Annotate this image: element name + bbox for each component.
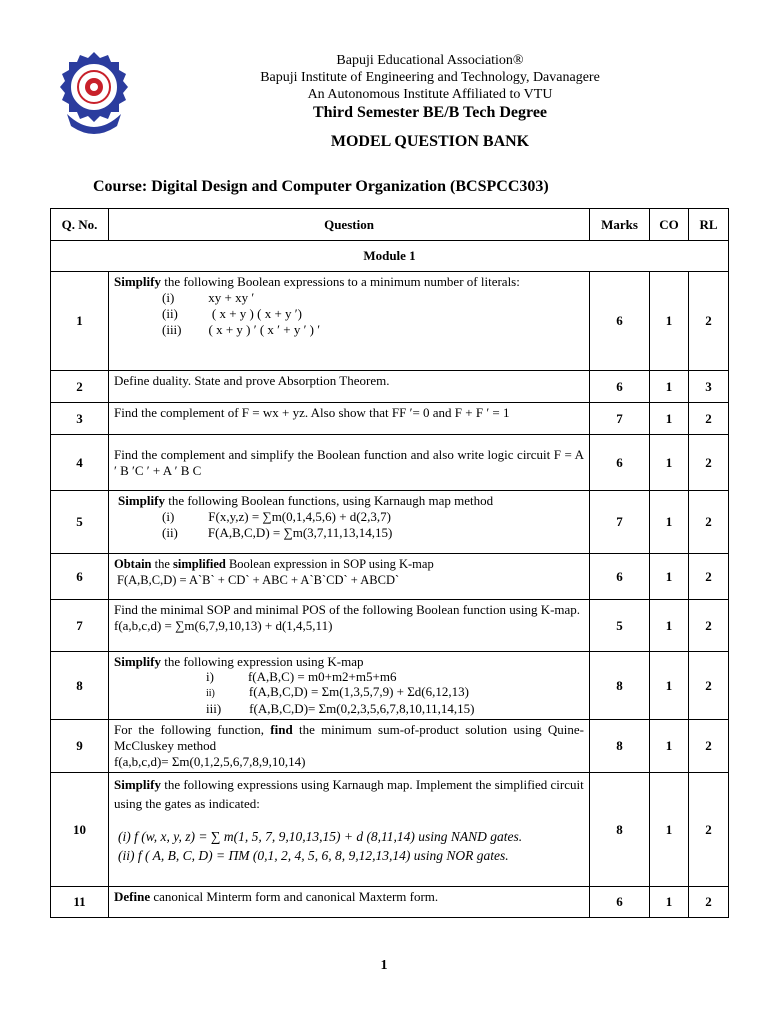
- question-text: Find the minimal SOP and minimal POS of the following Boolean function using K-map. f(a,b,c,d) = ∑m(6,7,9,10,13) + d(1,4,5,11): [109, 600, 590, 652]
- table-row: [51, 600, 729, 652]
- equation-1: (i) f (w, x, y, z) = ∑ m(1, 5, 7, 9,10,13,15) + d (8,11,14) using NAND gates.: [118, 829, 523, 844]
- question-number: 6: [51, 554, 109, 600]
- question-text: Simplify the following expression using K-map i) f(A,B,C) = m0+m2+m5+m6 ii) f(A,B,C,D) = Σm(1,3,5,7,9) + Σd(6,12,13) iii) f(A,B,C,D)= Σm(0,2,3,5,6,7,8,10,11,14,15): [109, 652, 590, 720]
- question-number: 4: [51, 435, 109, 491]
- question-text: Simplify the following Boolean expressions to a minimum number of literals: (i) xy + xy ′ (ii) ( x + y ) ( x + y ′) (iii) ( x + y ) ′ ( x ′ + y ′ ) ′: [109, 272, 590, 371]
- co: 1: [650, 887, 689, 918]
- question-text: Simplify the following Boolean functions, using Karnaugh map method (i) F(x,y,z) = ∑m(0,1,4,5,6) + d(2,3,7) (ii) F(A,B,C,D) = ∑m(3,7,11,13,14,15): [109, 491, 590, 554]
- rl: 2: [689, 887, 729, 918]
- marks: 7: [590, 403, 650, 435]
- marks: 6: [590, 371, 650, 403]
- table-row: [51, 491, 729, 554]
- co: 1: [650, 435, 689, 491]
- question-text: For the following function, find the minimum sum-of-product solution using Quine- McCluskey method f(a,b,c,d)= Σm(0,1,2,5,6,7,8,9,10,14): [109, 720, 590, 773]
- col-header-rl: RL: [689, 209, 729, 241]
- marks: 7: [590, 491, 650, 554]
- rl: 2: [689, 720, 729, 773]
- question-table: [50, 208, 729, 918]
- table-row: [51, 272, 729, 371]
- col-header-question: Question: [109, 209, 590, 241]
- marks: 5: [590, 600, 650, 652]
- course-title: Course: Digital Design and Computer Organization (BCSPCC303): [93, 178, 549, 195]
- institute-logo: [57, 50, 131, 138]
- rl: 3: [689, 371, 729, 403]
- question-number: 10: [51, 773, 109, 887]
- marks: 8: [590, 773, 650, 887]
- table-row: [51, 720, 729, 773]
- col-header-co: CO: [650, 209, 689, 241]
- rl: 2: [689, 435, 729, 491]
- co: 1: [650, 720, 689, 773]
- question-number: 9: [51, 720, 109, 773]
- question-text: Find the complement and simplify the Boolean function and also write logic circuit F = A ′ B ′C ′ + A ′ B C: [109, 435, 590, 491]
- rl: 2: [689, 554, 729, 600]
- rl: 2: [689, 491, 729, 554]
- co: 1: [650, 554, 689, 600]
- co: 1: [650, 600, 689, 652]
- question-number: 8: [51, 652, 109, 720]
- marks: 8: [590, 652, 650, 720]
- question-number: 2: [51, 371, 109, 403]
- co: 1: [650, 773, 689, 887]
- table-row: [51, 887, 729, 918]
- association-name: Bapuji Educational Association®: [336, 53, 524, 68]
- co: 1: [650, 403, 689, 435]
- question-text: Define duality. State and prove Absorption Theorem.: [109, 371, 590, 403]
- table-row: [51, 403, 729, 435]
- rl: 2: [689, 403, 729, 435]
- affiliation: An Autonomous Institute Affiliated to VTU: [307, 87, 553, 102]
- marks: 6: [590, 435, 650, 491]
- table-header-row: [51, 209, 729, 241]
- rl: 2: [689, 600, 729, 652]
- equation-2: (ii) f ( A, B, C, D) = ΠM (0,1, 2, 4, 5, 6, 8, 9,12,13,14) using NOR gates.: [118, 848, 509, 863]
- page-number: 1: [380, 958, 388, 973]
- col-header-marks: Marks: [590, 209, 650, 241]
- question-text: Define canonical Minterm form and canonical Maxterm form.: [109, 887, 590, 918]
- marks: 6: [590, 272, 650, 371]
- co: 1: [650, 272, 689, 371]
- question-number: 3: [51, 403, 109, 435]
- document-title: MODEL QUESTION BANK: [330, 133, 530, 150]
- marks: 6: [590, 554, 650, 600]
- institute-name: Bapuji Institute of Engineering and Technology, Davanagere: [260, 70, 600, 85]
- rl: 2: [689, 773, 729, 887]
- col-header-qno: Q. No.: [51, 209, 109, 241]
- co: 1: [650, 652, 689, 720]
- module-heading: Module 1: [51, 241, 729, 272]
- question-number: 1: [51, 272, 109, 371]
- rl: 2: [689, 272, 729, 371]
- table-row: [51, 773, 729, 887]
- question-text: Find the complement of F = wx + yz. Also show that FF ′= 0 and F + F ′ = 1: [109, 403, 590, 435]
- co: 1: [650, 491, 689, 554]
- marks: 8: [590, 720, 650, 773]
- co: 1: [650, 371, 689, 403]
- question-text: Simplify the following expressions using Karnaugh map. Implement the simplified circuit using the gates as indicated: (i) f (w, x, y, z) = ∑ m(1, 5, 7, 9,10,13,15) + d (8,11,14) using NAND gates. (ii) f ( A, B, C, D) = ΠM (0,1, 2, 4, 5, 6, 8, 9,12,13,14) using NOR gates.: [109, 773, 590, 887]
- marks: 6: [590, 887, 650, 918]
- semester-title: Third Semester BE/B Tech Degree: [312, 104, 548, 121]
- question-text: Obtain the simplified Boolean expression in SOP using K-map F(A,B,C,D) = A`B` + CD` + ABC + A`B`CD` + ABCD`: [109, 554, 590, 600]
- table-row: [51, 652, 729, 720]
- question-number: 11: [51, 887, 109, 918]
- table-row: [51, 554, 729, 600]
- question-number: 5: [51, 491, 109, 554]
- table-row: [51, 435, 729, 491]
- rl: 2: [689, 652, 729, 720]
- table-row: [51, 371, 729, 403]
- question-number: 7: [51, 600, 109, 652]
